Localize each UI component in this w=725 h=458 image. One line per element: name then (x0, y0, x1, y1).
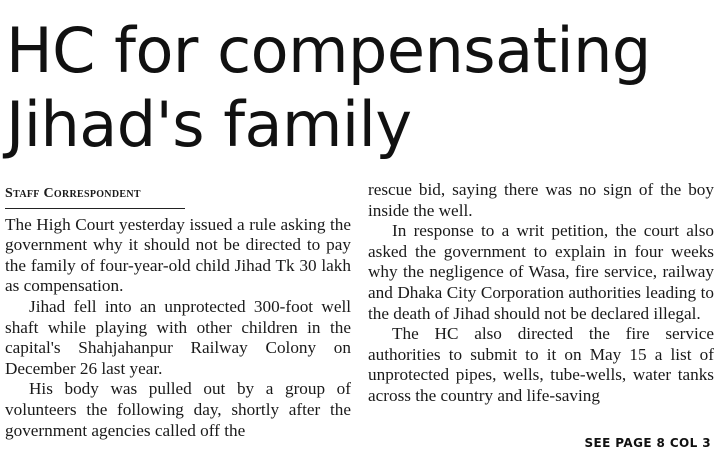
left-column (5, 184, 351, 441)
paragraph-4: In response to a writ petition, the court also asked the government to explain in four weeks why the negligence of Wasa, fire service, railway and Dhaka City Corporation authorities leading to the death of Jihad should not be declared illegal. (368, 221, 714, 323)
paragraph-3: His body was pulled out by a group of volunteers the following day, shortly after the government agencies called off the (5, 379, 351, 440)
headline (6, 14, 721, 162)
byline: Staff Correspondent (5, 184, 185, 209)
continued-on-page-link: SEE PAGE 8 COL 3 (584, 436, 711, 450)
headline-line-2: Jihad's family (6, 88, 412, 161)
paragraph-5: The HC also directed the fire service authorities to submit to it on May 15 a list of unprotected pipes, wells, tube-wells, water tanks across the country and life-saving (368, 324, 714, 405)
paragraph-1: The High Court yesterday issued a rule asking the government why it should not be directed to pay the family of four-year-old child Jihad Tk 30 lakh as compensation. (5, 214, 351, 296)
paragraph-3-continued: rescue bid, saying there was no sign of the boy inside the well. (368, 180, 714, 220)
headline-line-1: HC for compensating (6, 14, 651, 87)
right-column (368, 180, 714, 407)
paragraph-2: Jihad fell into an unprotected 300-foot well shaft while playing with other children in the capital's Shahjahanpur Railway Colony on December 26 last year. (5, 296, 351, 378)
